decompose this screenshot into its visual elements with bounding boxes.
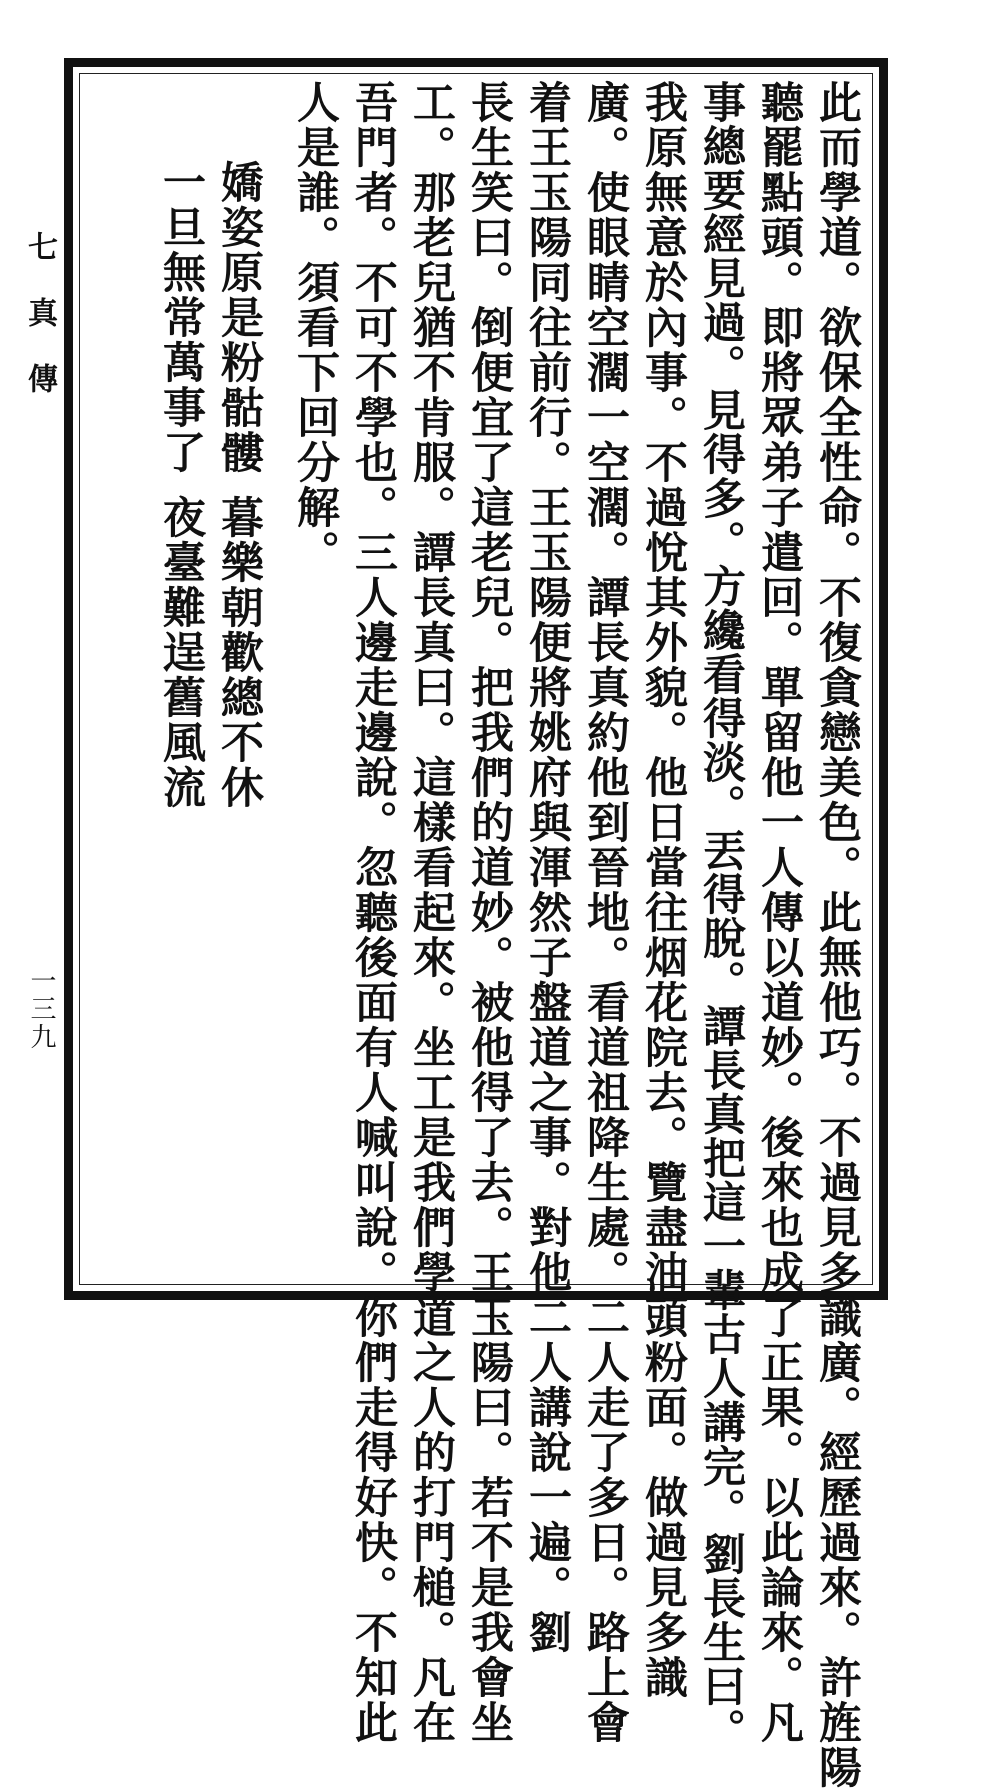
text-column-7: 長生笑曰。倒便宜了這老兒。把我們的道妙。被他得了去。王玉陽曰。若不是我會坐 [464,80,514,1745]
text-column-9: 吾門者。不可不學也。三人邊走邊說。忽聽後面有人喊叫說。你們走得好快。不知此 [348,80,398,1745]
poem-line-1-first-half: 嬌姿原是粉骷髏 [214,160,264,475]
text-column-2: 聽罷點頭。即將眾弟子遣回。單留他一人傳以道妙。後來也成了正果。以此論來。凡 [754,80,804,1745]
poem-line-2-second-half: 夜臺難逞舊風流 [156,495,206,810]
poem-line-1-second-half: 暮樂朝歡總不休 [214,495,264,810]
text-column-8: 工。那老兒猶不肯服。譚長真曰。這樣看起來。坐工是我們學道之人的打門槌。凡在 [406,80,456,1745]
text-column-1: 此而學道。欲保全性命。不復貪戀美色。此無他巧。不過見多識廣。經歷過來。許旌陽 [812,80,862,1790]
text-column-6: 着王玉陽同往前行。王玉陽便將姚府與渾然子盤道之事。對他二人講說一遍。劉 [522,80,572,1655]
margin-book-title: 七真傳 [22,231,57,429]
margin-page-number: 一三九 [26,967,56,1051]
poem-line-2-first-half: 一旦無常萬事了 [156,160,206,475]
text-column-4: 我原無意於內事。不過悅其外貌。他日當往烟花院去。覽盡油頭粉面。做過見多識 [638,80,688,1700]
text-column-3: 事總要經見過。見得多。方纔看得淡。丟得脫。譚長真把這一輩古人講完。劉長生曰。 [696,80,746,1752]
main-text [286,80,866,1790]
text-column-10: 人是誰。須看下回分解。 [290,80,340,575]
text-column-5: 廣。使眼睛空濶一空濶。譚長真約他到晉地。看道祖降生處。二人走了多日。路上會 [580,80,630,1745]
